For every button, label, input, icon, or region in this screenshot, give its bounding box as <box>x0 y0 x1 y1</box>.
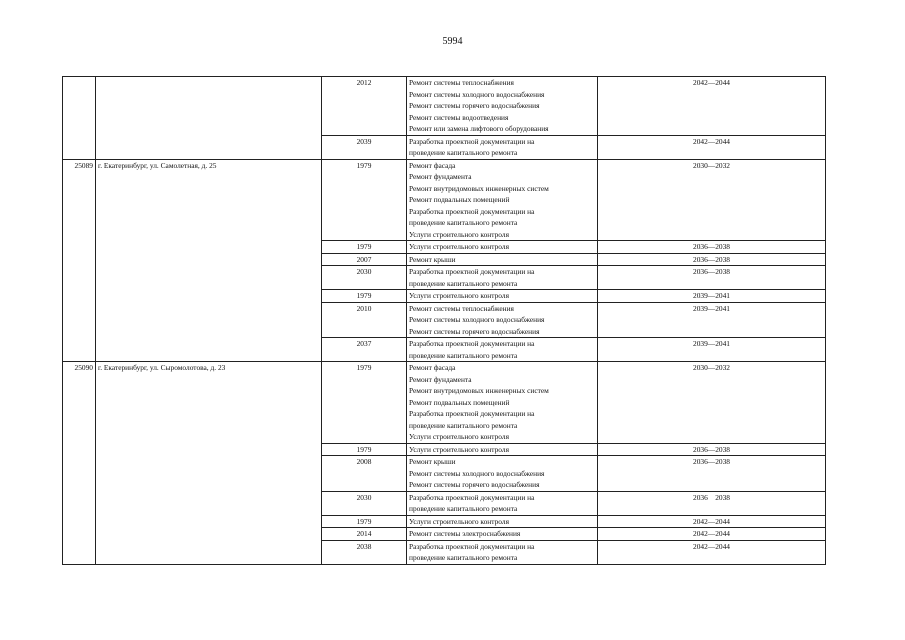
work-item: Ремонт фундамента <box>409 172 472 181</box>
works-cell <box>407 528 598 541</box>
works-cell <box>407 159 598 241</box>
period-cell: 2036—2038 <box>598 253 826 266</box>
table-row <box>63 362 826 444</box>
page-number: 5994 <box>442 36 463 47</box>
work-item: Ремонт системы теплоснабжения <box>409 78 514 87</box>
table-row <box>63 159 826 241</box>
table-body <box>63 77 826 565</box>
period-cell: 2042—2044 <box>598 515 826 528</box>
house-id-cell: 25089 <box>63 159 96 362</box>
period-cell: 2036—2038 <box>598 241 826 254</box>
period-cell: 2036—2038 <box>598 456 826 492</box>
address-cell <box>96 77 322 160</box>
year-cell: 1979 <box>322 241 407 254</box>
works-cell <box>407 241 598 254</box>
year-cell: 1979 <box>322 362 407 444</box>
address-cell: г. Екатеринбург, ул. Сыромолотова, д. 23 <box>96 362 322 565</box>
period-cell: 2042—2044 <box>598 528 826 541</box>
works-cell <box>407 302 598 338</box>
year-cell: 2008 <box>322 456 407 492</box>
work-item: Услуги строительного контроля <box>409 432 509 441</box>
works-cell <box>407 338 598 362</box>
work-item: Ремонт подвальных помещений <box>409 195 510 204</box>
period-cell: 2042—2044 <box>598 540 826 564</box>
work-item: Ремонт фасада <box>409 363 456 372</box>
work-item: Ремонт системы горячего водоснабжения <box>409 101 540 110</box>
work-item: Ремонт внутридомовых инженерных систем <box>409 183 549 193</box>
works-cell <box>407 253 598 266</box>
period-cell: 2039—2041 <box>598 290 826 303</box>
work-item: Услуги строительного контроля <box>409 242 509 251</box>
work-item: проведение капитального ремонта <box>409 218 518 227</box>
work-item: Разработка проектной документации на <box>409 136 535 146</box>
works-cell <box>407 135 598 159</box>
work-item: проведение капитального ремонта <box>409 504 518 513</box>
work-item: Услуги строительного контроля <box>409 291 509 300</box>
year-cell: 2038 <box>322 540 407 564</box>
work-item: Ремонт системы теплоснабжения <box>409 303 514 313</box>
works-cell <box>407 77 598 136</box>
repair-schedule-table <box>62 76 826 565</box>
work-item: проведение капитального ремонта <box>409 278 518 288</box>
year-cell: 1979 <box>322 443 407 456</box>
work-item: Разработка проектной документации на <box>409 206 535 216</box>
period-cell: 2039—2041 <box>598 302 826 338</box>
house-id-cell: 25090 <box>63 362 96 565</box>
period-cell: 2030—2032 <box>598 362 826 444</box>
work-item: Услуги строительного контроля <box>409 444 509 454</box>
work-item: Ремонт крыши <box>409 254 456 264</box>
year-cell: 2030 <box>322 491 407 515</box>
period-cell: 2042—2044 <box>598 135 826 159</box>
works-cell <box>407 362 598 444</box>
year-cell: 2039 <box>322 135 407 159</box>
works-cell <box>407 515 598 528</box>
work-item: Ремонт крыши <box>409 457 456 466</box>
work-item: проведение капитального ремонта <box>409 350 518 360</box>
work-item: Ремонт системы электроснабжения <box>409 529 521 538</box>
work-item: Ремонт внутридомовых инженерных систем <box>409 386 549 395</box>
work-item: Ремонт системы холодного водоснабжения <box>409 89 545 99</box>
work-item: Ремонт фундамента <box>409 374 472 384</box>
house-id-cell <box>63 77 96 160</box>
work-item: Разработка проектной документации на <box>409 267 535 276</box>
work-item: Ремонт или замена лифтового оборудования <box>409 124 549 133</box>
work-item: Разработка проектной документации на <box>409 339 535 348</box>
period-cell: 2036—2038 <box>598 266 826 290</box>
works-cell <box>407 491 598 515</box>
work-item: Услуги строительного контроля <box>409 229 509 239</box>
work-item: проведение капитального ремонта <box>409 553 518 562</box>
table-row <box>63 77 826 136</box>
work-item: Разработка проектной документации на <box>409 409 535 418</box>
works-cell <box>407 443 598 456</box>
year-cell: 2014 <box>322 528 407 541</box>
period-cell: 2042—2044 <box>598 77 826 136</box>
works-cell <box>407 290 598 303</box>
period-cell: 2030—2032 <box>598 159 826 241</box>
work-item: проведение капитального ремонта <box>409 148 518 157</box>
period-cell: 2036 2038 <box>598 491 826 515</box>
work-item: Ремонт системы горячего водоснабжения <box>409 480 540 489</box>
works-cell <box>407 540 598 564</box>
year-cell: 1979 <box>322 159 407 241</box>
year-cell: 1979 <box>322 515 407 528</box>
year-cell: 2030 <box>322 266 407 290</box>
work-item: Ремонт подвальных помещений <box>409 397 510 407</box>
work-item: Разработка проектной документации на <box>409 492 535 502</box>
work-item: Ремонт системы водоотведения <box>409 112 509 122</box>
works-cell <box>407 456 598 492</box>
works-cell <box>407 266 598 290</box>
year-cell: 2012 <box>322 77 407 136</box>
period-cell: 2036—2038 <box>598 443 826 456</box>
period-cell: 2039—2041 <box>598 338 826 362</box>
work-item: проведение капитального ремонта <box>409 420 518 430</box>
work-item: Ремонт системы холодного водоснабжения <box>409 315 545 324</box>
work-item: Ремонт системы холодного водоснабжения <box>409 468 545 478</box>
work-item: Ремонт системы горячего водоснабжения <box>409 326 540 336</box>
work-item: Ремонт фасада <box>409 160 456 170</box>
year-cell: 2037 <box>322 338 407 362</box>
year-cell: 2010 <box>322 302 407 338</box>
year-cell: 1979 <box>322 290 407 303</box>
address-cell: г. Екатеринбург, ул. Самолетная, д. 25 <box>96 159 322 362</box>
work-item: Разработка проектной документации на <box>409 541 535 551</box>
work-item: Услуги строительного контроля <box>409 516 509 526</box>
year-cell: 2007 <box>322 253 407 266</box>
